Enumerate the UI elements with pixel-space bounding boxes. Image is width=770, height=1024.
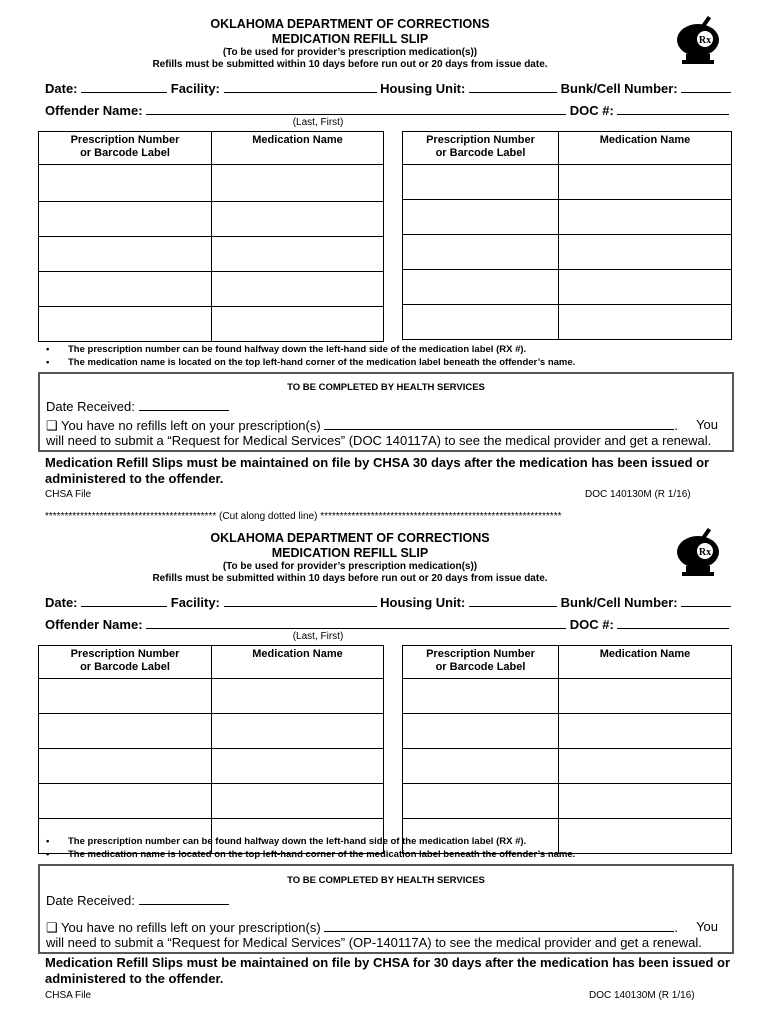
- medication-name-cell[interactable]: [559, 165, 732, 200]
- medication-name-cell[interactable]: [559, 819, 732, 854]
- date-field[interactable]: [81, 80, 167, 93]
- health-services-title: TO BE COMPLETED BY HEALTH SERVICES: [287, 875, 485, 886]
- prescription-blank[interactable]: [324, 417, 674, 430]
- form-title-line2: MEDICATION REFILL SLIP: [271, 546, 429, 560]
- prescription-table-left: [38, 131, 384, 342]
- medication-name-cell[interactable]: [559, 784, 732, 819]
- bunk-cell-label: Bunk/Cell Number:: [560, 81, 678, 96]
- footer-form-number: DOC 140130M (R 1/16): [585, 489, 691, 500]
- no-refills-row: ❑ You have no refills left on your prescription(s) . You: [46, 919, 718, 935]
- facility-label: Facility:: [170, 81, 220, 96]
- offender-row: [45, 102, 729, 119]
- rx-number-header: Prescription Number or Barcode Label: [403, 132, 559, 165]
- rx-number-cell[interactable]: [403, 165, 559, 200]
- rx-mortar-pestle-icon: [674, 16, 724, 68]
- rx-mortar-pestle-icon: [674, 528, 724, 580]
- doc-number-label: DOC #:: [569, 617, 614, 632]
- form-subtitle: (To be used for provider’s prescription medication(s)): [222, 47, 478, 58]
- rx-number-cell[interactable]: [403, 784, 559, 819]
- rx-number-cell[interactable]: [39, 165, 212, 202]
- medication-name-cell[interactable]: [212, 202, 384, 237]
- form-title-line2: MEDICATION REFILL SLIP: [271, 32, 429, 46]
- doc-number-field[interactable]: [617, 102, 729, 115]
- housing-unit-label: Housing Unit:: [380, 81, 466, 96]
- no-refills-text: You have no refills left on your prescription(s): [61, 418, 321, 433]
- medication-name-cell[interactable]: [212, 237, 384, 272]
- you-text: You: [696, 417, 718, 432]
- date-facility-row: [45, 594, 731, 611]
- medication-name-cell[interactable]: [559, 305, 732, 340]
- prescription-table-right: [402, 645, 732, 854]
- medication-name-cell[interactable]: [559, 270, 732, 305]
- rx-number-cell[interactable]: [403, 200, 559, 235]
- medication-name-header: Medication Name: [212, 646, 384, 679]
- medication-name-cell[interactable]: [212, 714, 384, 749]
- rx-number-cell[interactable]: [403, 749, 559, 784]
- medication-name-header: Medication Name: [212, 132, 384, 165]
- prescription-blank[interactable]: [324, 919, 674, 932]
- medication-name-cell[interactable]: [559, 714, 732, 749]
- checkbox-icon[interactable]: ❑: [46, 418, 58, 433]
- form-title-line1: OKLAHOMA DEPARTMENT OF CORRECTIONS: [210, 17, 490, 31]
- bullet-medication-location: • The medication name is located on the top left-hand corner of the medication label beneath the offender’s name.: [46, 357, 576, 368]
- date-received-field[interactable]: [139, 894, 229, 905]
- bullet-rx-location: • The prescription number can be found halfway down the left-hand side of the medication label (RX #).: [46, 344, 527, 355]
- bullet-icon: •: [46, 836, 50, 847]
- medication-name-cell[interactable]: [212, 749, 384, 784]
- form-title-line1: OKLAHOMA DEPARTMENT OF CORRECTIONS: [210, 531, 490, 545]
- rx-number-cell[interactable]: [403, 714, 559, 749]
- svg-text:Rx: Rx: [698, 547, 712, 558]
- maintain-on-file-note: Medication Refill Slips must be maintained on file by CHSA for 30 days after the medication has been issued or administered to the offender.: [45, 955, 731, 986]
- health-services-title: TO BE COMPLETED BY HEALTH SERVICES: [287, 382, 485, 393]
- doc-number-field[interactable]: [617, 616, 729, 629]
- bullet-icon: •: [46, 849, 50, 860]
- date-label: Date:: [45, 81, 78, 96]
- date-label: Date:: [45, 595, 78, 610]
- date-facility-row: [45, 80, 731, 97]
- rx-number-cell[interactable]: [39, 784, 212, 819]
- renewal-instructions: will need to submit a “Request for Medical Services” (DOC 140117A) to see the medical provider and get a renewal.: [46, 433, 712, 448]
- refill-slip-bottom: [0, 514, 770, 1024]
- facility-label: Facility:: [170, 595, 220, 610]
- bunk-cell-field[interactable]: [681, 594, 731, 607]
- rx-number-cell[interactable]: [403, 305, 559, 340]
- facility-field[interactable]: [224, 80, 377, 93]
- medication-name-cell[interactable]: [212, 679, 384, 714]
- renewal-instructions: will need to submit a “Request for Medical Services” (OP-140117A) to see the medical provider and get a renewal.: [46, 935, 702, 950]
- rx-number-cell[interactable]: [39, 749, 212, 784]
- form-instructions: Refills must be submitted within 10 days before run out or 20 days from issue date.: [152, 59, 548, 70]
- cut-label: (Cut along dotted line): [219, 511, 318, 522]
- rx-number-header: Prescription Number or Barcode Label: [39, 132, 212, 165]
- medication-name-header: Medication Name: [559, 132, 732, 165]
- name-format-hint: (Last, First): [292, 631, 344, 642]
- bullet-icon: •: [46, 357, 50, 368]
- bullet-rx-location: • The prescription number can be found halfway down the left-hand side of the medication label (RX #).: [46, 836, 527, 847]
- form-instructions: Refills must be submitted within 10 days before run out or 20 days from issue date.: [152, 573, 548, 584]
- medication-name-cell[interactable]: [212, 272, 384, 307]
- date-received-label: Date Received:: [46, 399, 135, 414]
- no-refills-text: You have no refills left on your prescription(s): [61, 920, 321, 935]
- cut-stars-left: ********************************************: [45, 511, 217, 522]
- medication-name-cell[interactable]: [559, 235, 732, 270]
- footer-chsa-file: CHSA File: [45, 489, 92, 500]
- medication-name-header: Medication Name: [559, 646, 732, 679]
- footer-form-number: DOC 140130M (R 1/16): [589, 990, 695, 1001]
- rx-number-cell[interactable]: [403, 270, 559, 305]
- offender-name-label: Offender Name:: [45, 617, 143, 632]
- rx-number-cell[interactable]: [403, 679, 559, 714]
- rx-number-cell[interactable]: [39, 307, 212, 342]
- you-text: You: [696, 919, 718, 934]
- offender-name-label: Offender Name:: [45, 103, 143, 118]
- housing-unit-field[interactable]: [469, 80, 557, 93]
- refill-slip-top: [0, 0, 770, 510]
- health-services-box: [38, 372, 734, 452]
- medication-name-cell[interactable]: [212, 784, 384, 819]
- checkbox-icon[interactable]: ❑: [46, 920, 58, 935]
- housing-unit-field[interactable]: [469, 594, 557, 607]
- date-received-field[interactable]: [139, 400, 229, 411]
- rx-number-cell[interactable]: [39, 237, 212, 272]
- date-received-label: Date Received:: [46, 893, 135, 908]
- prescription-table-left: [38, 645, 384, 854]
- no-refills-row: ❑ You have no refills left on your prescription(s) . You: [46, 417, 718, 433]
- footer-chsa-file: CHSA File: [45, 990, 92, 1001]
- svg-text:Rx: Rx: [698, 35, 712, 46]
- maintain-on-file-note: Medication Refill Slips must be maintained on file by CHSA 30 days after the medication has been issued or administered to the offender.: [45, 455, 710, 486]
- offender-row: [45, 616, 729, 633]
- rx-number-cell[interactable]: [403, 235, 559, 270]
- rx-number-cell[interactable]: [39, 202, 212, 237]
- date-received-row: [46, 399, 229, 415]
- medication-name-cell[interactable]: [212, 165, 384, 202]
- date-received-row: [46, 893, 229, 909]
- medication-name-cell[interactable]: [559, 749, 732, 784]
- form-subtitle: (To be used for provider’s prescription medication(s)): [222, 561, 478, 572]
- name-format-hint: (Last, First): [292, 117, 344, 128]
- rx-number-header: Prescription Number or Barcode Label: [403, 646, 559, 679]
- cut-stars-right: **************************************************************: [320, 511, 562, 522]
- facility-field[interactable]: [224, 594, 377, 607]
- bunk-cell-field[interactable]: [681, 80, 731, 93]
- date-field[interactable]: [81, 594, 167, 607]
- prescription-table-right: [402, 131, 732, 340]
- medication-name-cell[interactable]: [212, 307, 384, 342]
- housing-unit-label: Housing Unit:: [380, 595, 466, 610]
- rx-number-cell[interactable]: [39, 679, 212, 714]
- medication-name-cell[interactable]: [559, 200, 732, 235]
- health-services-box: [38, 864, 734, 954]
- bullet-icon: •: [46, 344, 50, 355]
- rx-number-header: Prescription Number or Barcode Label: [39, 646, 212, 679]
- rx-number-cell[interactable]: [39, 714, 212, 749]
- medication-name-cell[interactable]: [559, 679, 732, 714]
- offender-name-field[interactable]: [146, 616, 566, 629]
- rx-number-cell[interactable]: [39, 272, 212, 307]
- offender-name-field[interactable]: [146, 102, 566, 115]
- bunk-cell-label: Bunk/Cell Number:: [560, 595, 678, 610]
- bullet-medication-location: • The medication name is located on the top left-hand corner of the medication label beneath the offender’s name.: [46, 849, 576, 860]
- doc-number-label: DOC #:: [569, 103, 614, 118]
